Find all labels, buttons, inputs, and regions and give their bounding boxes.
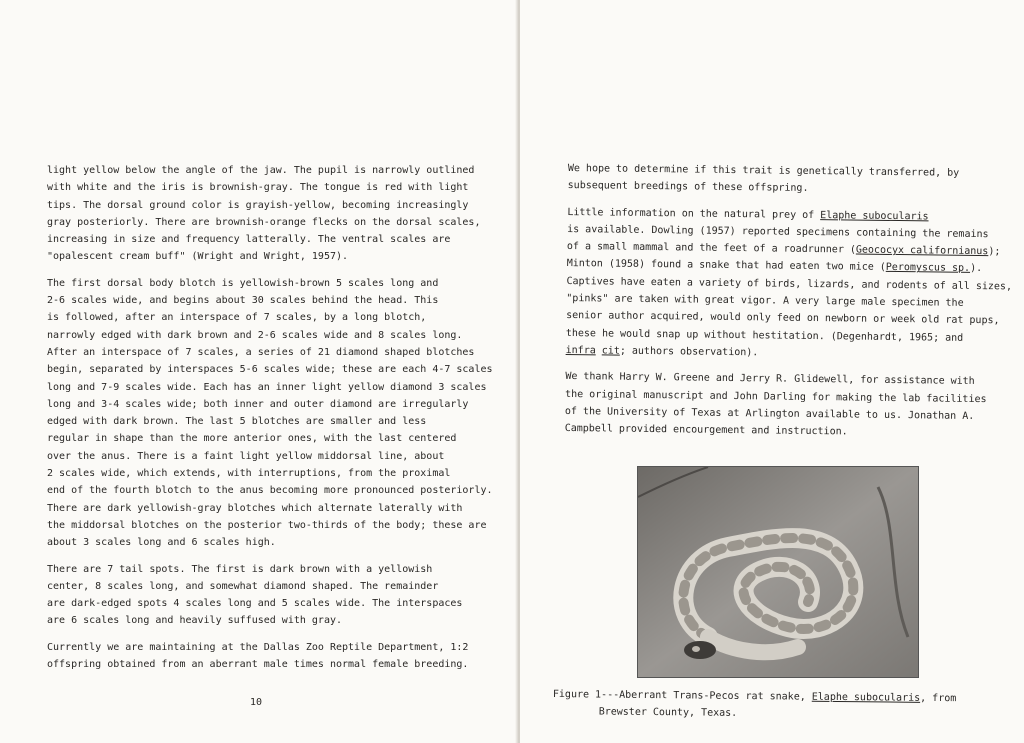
paragraph-dallas-zoo	[47, 639, 493, 674]
paragraph-jaw-coloration	[47, 162, 493, 266]
text-line: end of the fourth blotch to the anus becoming more pronounced posteriorly.	[47, 485, 493, 497]
text-line: There are 7 tail spots. The first is dark brown with a yellowish	[47, 563, 433, 575]
page-number: 10	[250, 697, 263, 708]
text-line: senior author acquired, would only feed on newborn or week old rat pups,	[566, 310, 1000, 327]
text-line: center, 8 scales long, and somewhat diamond shaped. The remainder	[47, 580, 439, 592]
species-name: Elaphe subocularis	[820, 209, 929, 223]
text-line: There are dark yellowish-gray blotches which alternate laterally with	[47, 502, 463, 514]
text-line: over the anus. There is a faint light yellow middorsal line, about	[47, 450, 445, 462]
text-line: Brewster County, Texas.	[598, 706, 738, 719]
text-line: 2 scales wide, which extends, with interruptions, from the proximal	[47, 468, 451, 480]
text-line: is followed, after an interspace of 7 scales, by a long blotch,	[47, 312, 427, 324]
latin-phrase: cit	[601, 345, 620, 357]
species-name: Peromyscus sp.	[885, 262, 971, 275]
paragraph-acknowledgements	[565, 368, 1011, 443]
text-line: After an interspace of 7 scales, a series of 21 diamond shaped blotches	[47, 346, 475, 358]
text-line: is available. Dowling (1957) reported specimens containing the remains	[567, 223, 989, 241]
species-name: Geococyx californianus	[855, 244, 989, 258]
text-line: are dark-edged spots 4 scales long and 5 scales wide. The interspaces	[47, 598, 463, 610]
paragraph-dorsal-blotches	[47, 275, 493, 552]
text-line: "pinks" are taken with great vigor. A very large male specimen the	[566, 293, 964, 309]
text-run: Little information on the natural prey of	[567, 206, 821, 221]
text-run: ; authors observation).	[619, 345, 759, 359]
text-line: 2-6 scales wide, and begins about 30 scales behind the head. This	[47, 295, 439, 307]
text-line: narrowly edged with dark brown and 2-6 scales wide and 8 scales long.	[47, 329, 463, 341]
text-line: We hope to determine if this trait is genetically transferred, by	[567, 162, 960, 179]
latin-phrase: infra	[565, 344, 596, 357]
text-line: about 3 scales long and 6 scales high.	[47, 537, 276, 549]
text-line: increasing in size and frequency latterally. The ventral scales are	[47, 234, 451, 246]
species-name: Elaphe subocularis	[811, 691, 921, 704]
text-line: Currently we are maintaining at the Dallas Zoo Reptile Department, 1:2	[47, 641, 469, 653]
left-page-text	[47, 162, 493, 682]
text-line: begin, separated by interspaces 5-6 scales wide; these are each 4-7 scales	[47, 364, 493, 376]
right-page	[520, 0, 1024, 743]
snake-photograph	[637, 466, 919, 678]
text-line: with white and the iris is brownish-gray. The tongue is red with light	[47, 182, 469, 194]
coiled-snake-image	[638, 467, 918, 677]
text-line: of the University of Texas at Arlington available to us. Jonathan A.	[564, 405, 975, 422]
text-run: Figure 1---Aberrant Trans-Pecos rat snake,	[552, 688, 812, 703]
text-line: long and 3-4 scales wide; both inner and outer diamond are irregularly	[47, 398, 469, 410]
text-line: We thank Harry W. Greene and Jerry R. Glidewell, for assistance with	[565, 371, 975, 388]
figure-caption	[553, 686, 957, 724]
text-line: the original manuscript and John Darling for making the lab facilities	[565, 388, 987, 405]
text-line: Captives have eaten a variety of birds, lizards, and rodents of all sizes,	[566, 275, 1013, 293]
text-line: Campbell provided encourgement and instruction.	[564, 423, 848, 438]
text-line: subsequent breedings of these offspring.	[567, 180, 809, 195]
text-line: The first dorsal body blotch is yellowish-brown 5 scales long and	[47, 277, 439, 289]
paragraph-natural-prey	[566, 204, 1013, 365]
paragraph-genetic-trait	[568, 160, 1014, 200]
text-line: long and 7-9 scales wide. Each has an inner light yellow diamond 3 scales	[47, 381, 487, 393]
text-line: "opalescent cream buff" (Wright and Wright, 1957).	[47, 251, 349, 263]
text-line: regular in shape than the more anterior ones, with the last centered	[47, 433, 457, 445]
right-page-text	[565, 160, 1014, 452]
text-line: offspring obtained from an aberrant male times normal female breeding.	[47, 659, 469, 671]
text-run: Minton (1958) found a snake that had eaten two mice (	[566, 258, 886, 274]
text-line: tips. The dorsal ground color is grayish-yellow, becoming increasingly	[47, 199, 469, 211]
text-line: light yellow below the angle of the jaw. The pupil is narrowly outlined	[47, 165, 475, 176]
text-run: , from	[920, 692, 957, 705]
text-run: of a small mammal and the feet of a roadrunner (	[566, 241, 856, 256]
text-line: the middorsal blotches on the posterior two-thirds of the body; these are	[47, 519, 487, 531]
text-line: edged with dark brown. The last 5 blotches are smaller and less	[47, 416, 427, 428]
paragraph-tail-spots	[47, 561, 493, 630]
text-run: ).	[970, 263, 983, 275]
text-line: are 6 scales long and heavily suffused with gray.	[47, 615, 343, 627]
text-line: gray posteriorly. There are brownish-orange flecks on the dorsal scales,	[47, 216, 481, 228]
text-run: );	[988, 246, 1001, 258]
text-line: these he would snap up without hestitation. (Degenhardt, 1965; and	[565, 327, 964, 344]
